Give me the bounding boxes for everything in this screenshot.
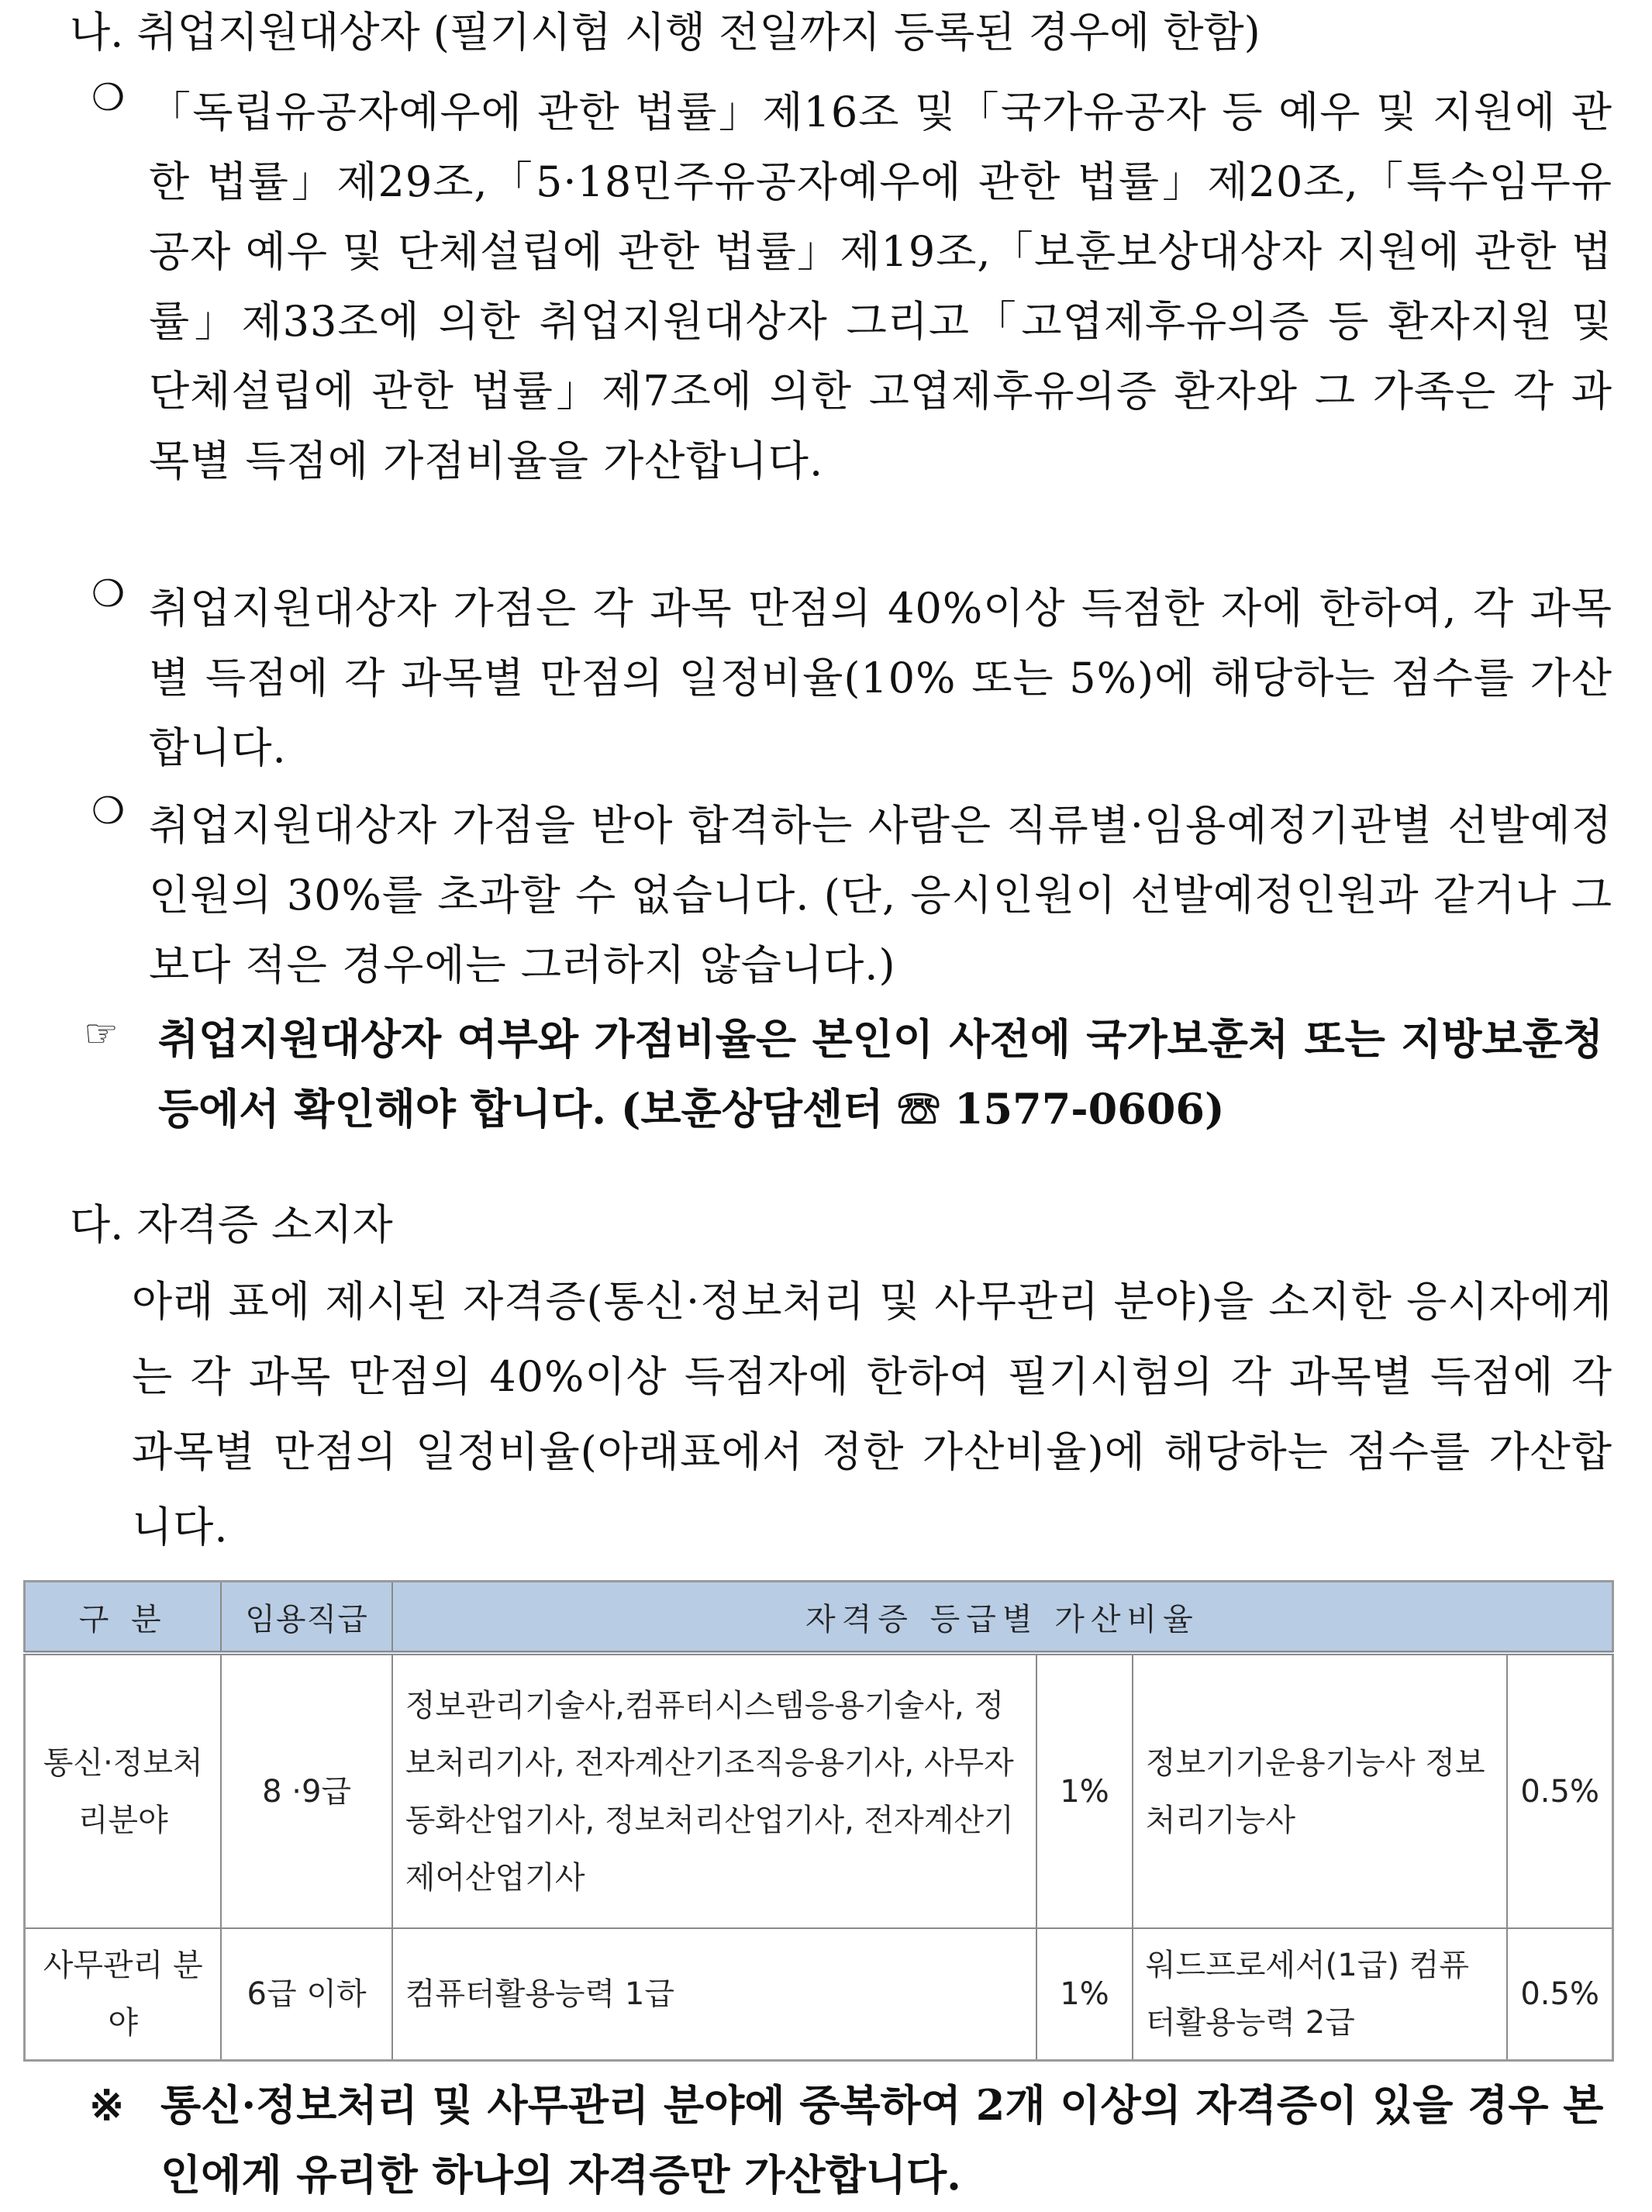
bullet-text: 취업지원대상자 가점은 각 과목 만점의 40%이상 득점한 자에 한하여, 각 과목별 득점에 각 과목별 만점의 일정비율(10% 또는 5%)에 해당하는 점수를 가산합니다.: [149, 584, 1612, 772]
bullet-text: 취업지원대상자 가점을 받아 합격하는 사람은 직류별·임용예정기관별 선발예정인원의 30%를 초과할 수 없습니다. (단, 응시인원이 선발예정인원과 같거나 그보다 적은 경우에는 그러하지 않습니다.): [149, 801, 1612, 989]
header-rate: 자격증 등급별 가산비율: [392, 1582, 1613, 1654]
section-paragraph: 아래 표에 제시된 자격증(통신·정보처리 및 사무관리 분야)을 소지한 응시자에게는 각 과목 만점의 40%이상 득점자에 한하여 필기시험의 각 과목별 득점에 각 과목별 만점의 일정비율(아래표에서 정한 가산비율)에 해당하는 점수를 가산합니다.: [132, 1277, 1612, 1551]
cell-field: 통신·정보처리분야: [25, 1653, 222, 1928]
section-heading-na: 나. 취업지원대상자 (필기시험 시행 전일까지 등록된 경우에 한함): [70, 8, 1261, 57]
table-row: [25, 1653, 1613, 1928]
bullet-item: [91, 791, 1612, 1000]
header-category: 구 분: [25, 1582, 222, 1654]
notice-text: 취업지원대상자 여부와 가점비율은 본인이 사전에 국가보훈처 또는 지방보훈청 등에서 확인해야 합니다. (보훈상담센터 ☏ 1577-0606): [158, 1014, 1603, 1134]
cell-high-certs: 컴퓨터활용능력 1급: [392, 1928, 1036, 2060]
bullet-item: [91, 574, 1612, 783]
notice: [84, 1004, 1603, 1144]
table-header-row: [25, 1582, 1613, 1654]
cell-low-certs: 워드프로세서(1급) 컴퓨터활용능력 2급: [1133, 1928, 1507, 2060]
circle-bullet-icon: ❍: [91, 789, 126, 833]
cell-grade: 6급 이하: [221, 1928, 391, 2060]
cell-grade: 8 ·9급: [221, 1653, 391, 1928]
circle-bullet-icon: ❍: [91, 572, 126, 616]
cell-high-certs: 정보관리기술사,컴퓨터시스템응용기술사, 정보처리기사, 전자계산기조직응용기사, 사무자동화산업기사, 정보처리산업기사, 전자계산기제어산업기사: [392, 1653, 1036, 1928]
header-grade: 임용직급: [221, 1582, 391, 1654]
footnote: [89, 2070, 1609, 2210]
reference-mark-icon: ※: [89, 2080, 125, 2130]
bullet-text: 「독립유공자예우에 관한 법률」제16조 및「국가유공자 등 예우 및 지원에 관한 법률」제29조,「5·18민주유공자예우에 관한 법률」제20조,「특수임무유공자 예우 및 단체설립에 관한 법률」제19조,「보훈보상대상자 지원에 관한 법률」제33조에 의한 취업지원대상자 그리고「고엽제후유의증 등 환자지원 및 단체설립에 관한 법률」제7조에 의한 고엽제후유의증 환자와 그 가족은 각 과목별 득점에 가점비율을 가산합니다.: [149, 88, 1612, 485]
certificate-table: [23, 1580, 1614, 2062]
footnote-text: 통신·정보처리 및 사무관리 분야에 중복하여 2개 이상의 자격증이 있을 경우 본인에게 유리한 하나의 자격증만 가산합니다.: [160, 2080, 1604, 2200]
cell-high-rate: 1%: [1036, 1928, 1133, 2060]
cell-high-rate: 1%: [1036, 1653, 1133, 1928]
cell-low-rate: 0.5%: [1507, 1653, 1612, 1928]
cell-field: 사무관리 분 야: [25, 1928, 222, 2060]
circle-bullet-icon: ❍: [91, 76, 126, 119]
bullet-item: [91, 78, 1612, 496]
cell-low-rate: 0.5%: [1507, 1928, 1612, 2060]
section-heading-da: 다. 자격증 소지자: [70, 1200, 393, 1249]
table-row: [25, 1928, 1613, 2060]
pointing-hand-icon: ☞: [84, 1011, 119, 1056]
cell-low-certs: 정보기기운용기능사 정보처리기능사: [1133, 1653, 1507, 1928]
